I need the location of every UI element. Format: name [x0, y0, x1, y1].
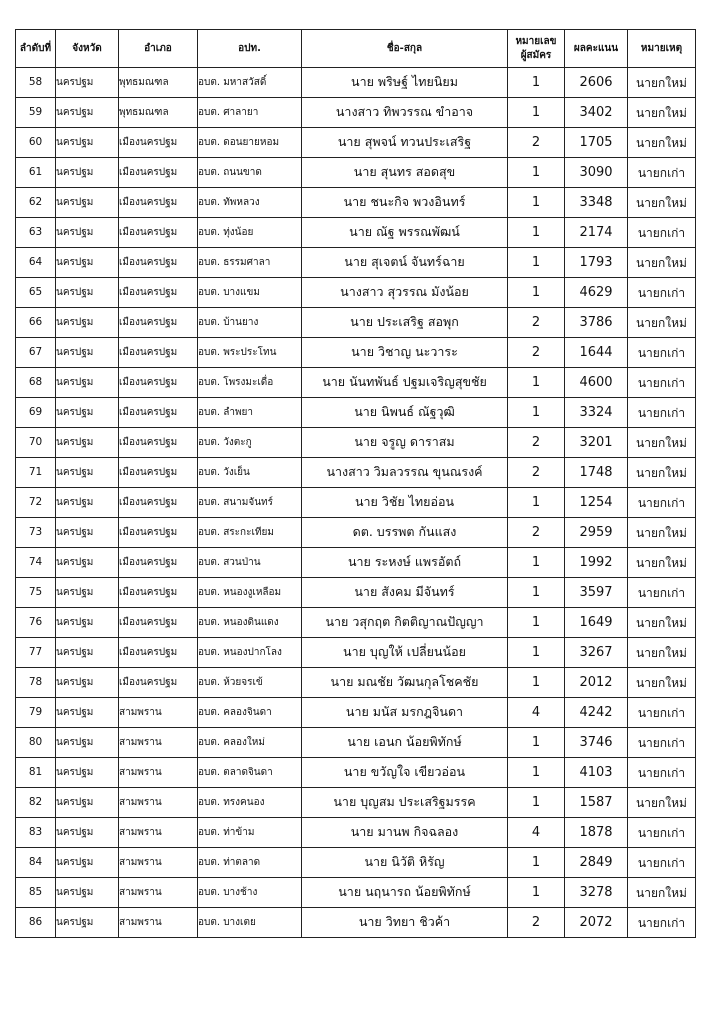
- cell-index: 63: [16, 218, 56, 248]
- cell-note: นายกเก่า: [628, 728, 696, 758]
- cell-score: 3278: [565, 878, 628, 908]
- cell-province: นครปฐม: [56, 548, 119, 578]
- table-row: [16, 308, 696, 338]
- cell-province: นครปฐม: [56, 698, 119, 728]
- cell-candidate-number: 1: [508, 368, 565, 398]
- cell-candidate-number: 1: [508, 98, 565, 128]
- cell-note: นายกใหม่: [628, 98, 696, 128]
- cell-candidate-number: 4: [508, 698, 565, 728]
- cell-local-org: อบต. สวนป่าน: [198, 548, 302, 578]
- cell-name: นาย วิชัย ไทยอ่อน: [302, 488, 508, 518]
- table-row: [16, 338, 696, 368]
- cell-score: 3348: [565, 188, 628, 218]
- cell-province: นครปฐม: [56, 308, 119, 338]
- cell-index: 77: [16, 638, 56, 668]
- results-sheet: [15, 29, 696, 938]
- cell-district: เมืองนครปฐม: [119, 248, 198, 278]
- cell-local-org: อบต. มหาสวัสดิ์: [198, 68, 302, 98]
- cell-index: 68: [16, 368, 56, 398]
- cell-note: นายกใหม่: [628, 548, 696, 578]
- cell-candidate-number: 1: [508, 758, 565, 788]
- cell-name: นาย มนัส มรกฎจินดา: [302, 698, 508, 728]
- header-candidate-number-line2: ผู้สมัคร: [520, 49, 552, 61]
- cell-index: 65: [16, 278, 56, 308]
- cell-province: นครปฐม: [56, 728, 119, 758]
- cell-index: 80: [16, 728, 56, 758]
- cell-name: นาย นันทพันธ์ ปฐมเจริญสุขชัย: [302, 368, 508, 398]
- cell-score: 1644: [565, 338, 628, 368]
- cell-district: เมืองนครปฐม: [119, 518, 198, 548]
- cell-province: นครปฐม: [56, 218, 119, 248]
- cell-name: นาย ชนะกิจ พวงอินทร์: [302, 188, 508, 218]
- header-note: หมายเหตุ: [628, 30, 696, 68]
- header-province: จังหวัด: [56, 30, 119, 68]
- cell-candidate-number: 2: [508, 128, 565, 158]
- table-row: [16, 278, 696, 308]
- cell-local-org: อบต. สระกะเทียม: [198, 518, 302, 548]
- cell-score: 3201: [565, 428, 628, 458]
- cell-score: 2012: [565, 668, 628, 698]
- cell-district: สามพราน: [119, 698, 198, 728]
- cell-local-org: อบต. ทัพหลวง: [198, 188, 302, 218]
- cell-province: นครปฐม: [56, 158, 119, 188]
- cell-score: 2606: [565, 68, 628, 98]
- cell-name: นาย มานพ กิจฉลอง: [302, 818, 508, 848]
- cell-candidate-number: 2: [508, 428, 565, 458]
- cell-score: 2174: [565, 218, 628, 248]
- cell-district: เมืองนครปฐม: [119, 128, 198, 158]
- cell-index: 76: [16, 608, 56, 638]
- cell-district: เมืองนครปฐม: [119, 368, 198, 398]
- cell-local-org: อบต. ถนนขาด: [198, 158, 302, 188]
- table-row: [16, 608, 696, 638]
- cell-local-org: อบต. ทรงคนอง: [198, 788, 302, 818]
- cell-candidate-number: 1: [508, 68, 565, 98]
- cell-note: นายกเก่า: [628, 338, 696, 368]
- cell-province: นครปฐม: [56, 428, 119, 458]
- cell-index: 71: [16, 458, 56, 488]
- cell-candidate-number: 1: [508, 488, 565, 518]
- header-candidate-number-line1: หมายเลข: [515, 36, 557, 47]
- cell-score: 3267: [565, 638, 628, 668]
- cell-local-org: อบต. ลำพยา: [198, 398, 302, 428]
- table-row: [16, 188, 696, 218]
- cell-district: พุทธมณฑล: [119, 68, 198, 98]
- cell-name: ดต. บรรพต กันแสง: [302, 518, 508, 548]
- cell-score: 2849: [565, 848, 628, 878]
- cell-local-org: อบต. ธรรมศาลา: [198, 248, 302, 278]
- cell-local-org: อบต. บางช้าง: [198, 878, 302, 908]
- cell-province: นครปฐม: [56, 278, 119, 308]
- cell-index: 86: [16, 908, 56, 938]
- cell-province: นครปฐม: [56, 128, 119, 158]
- cell-note: นายกเก่า: [628, 218, 696, 248]
- cell-district: สามพราน: [119, 878, 198, 908]
- cell-name: นาย วสุกฤต กิตติญาณปัญญา: [302, 608, 508, 638]
- cell-index: 64: [16, 248, 56, 278]
- cell-candidate-number: 1: [508, 278, 565, 308]
- cell-candidate-number: 4: [508, 818, 565, 848]
- cell-score: 1705: [565, 128, 628, 158]
- header-district: อำเภอ: [119, 30, 198, 68]
- cell-note: นายกใหม่: [628, 518, 696, 548]
- cell-name: นาย ประเสริฐ สอพุก: [302, 308, 508, 338]
- table-row: [16, 218, 696, 248]
- cell-province: นครปฐม: [56, 68, 119, 98]
- cell-province: นครปฐม: [56, 818, 119, 848]
- cell-candidate-number: 2: [508, 458, 565, 488]
- header-local-org: อปท.: [198, 30, 302, 68]
- table-row: [16, 758, 696, 788]
- cell-district: เมืองนครปฐม: [119, 458, 198, 488]
- cell-local-org: อบต. บ้านยาง: [198, 308, 302, 338]
- cell-name: นางสาว วิมลวรรณ ขุนณรงค์: [302, 458, 508, 488]
- cell-name: นาย เอนก น้อยพิทักษ์: [302, 728, 508, 758]
- cell-name: นาย บุญสม ประเสริฐมรรค: [302, 788, 508, 818]
- cell-district: เมืองนครปฐม: [119, 608, 198, 638]
- cell-index: 82: [16, 788, 56, 818]
- cell-score: 3786: [565, 308, 628, 338]
- cell-note: นายกใหม่: [628, 638, 696, 668]
- cell-score: 1587: [565, 788, 628, 818]
- cell-province: นครปฐม: [56, 878, 119, 908]
- cell-note: นายกเก่า: [628, 848, 696, 878]
- cell-candidate-number: 1: [508, 248, 565, 278]
- cell-province: นครปฐม: [56, 668, 119, 698]
- election-results-table: [15, 29, 696, 938]
- cell-note: นายกเก่า: [628, 368, 696, 398]
- table-row: [16, 728, 696, 758]
- cell-candidate-number: 2: [508, 518, 565, 548]
- cell-index: 62: [16, 188, 56, 218]
- cell-index: 72: [16, 488, 56, 518]
- cell-note: นายกใหม่: [628, 428, 696, 458]
- cell-local-org: อบต. ดอนยายหอม: [198, 128, 302, 158]
- cell-province: นครปฐม: [56, 578, 119, 608]
- cell-province: นครปฐม: [56, 608, 119, 638]
- cell-note: นายกใหม่: [628, 788, 696, 818]
- cell-district: สามพราน: [119, 728, 198, 758]
- cell-name: นาย วิชาญ นะวาระ: [302, 338, 508, 368]
- cell-province: นครปฐม: [56, 488, 119, 518]
- cell-province: นครปฐม: [56, 908, 119, 938]
- cell-province: นครปฐม: [56, 338, 119, 368]
- cell-province: นครปฐม: [56, 248, 119, 278]
- table-row: [16, 638, 696, 668]
- cell-district: เมืองนครปฐม: [119, 158, 198, 188]
- cell-name: นาย ณัฐ พรรณพัฒน์: [302, 218, 508, 248]
- table-row: [16, 128, 696, 158]
- header-score: ผลคะแนน: [565, 30, 628, 68]
- cell-name: นางสาว สุวรรณ มังน้อย: [302, 278, 508, 308]
- cell-score: 1254: [565, 488, 628, 518]
- cell-note: นายกใหม่: [628, 608, 696, 638]
- cell-province: นครปฐม: [56, 638, 119, 668]
- table-row: [16, 398, 696, 428]
- cell-index: 85: [16, 878, 56, 908]
- cell-district: พุทธมณฑล: [119, 98, 198, 128]
- cell-score: 4629: [565, 278, 628, 308]
- cell-index: 75: [16, 578, 56, 608]
- cell-local-org: อบต. พระประโทน: [198, 338, 302, 368]
- cell-name: นาย ระหงษ์ แพรอัตถ์: [302, 548, 508, 578]
- cell-index: 60: [16, 128, 56, 158]
- cell-district: เมืองนครปฐม: [119, 488, 198, 518]
- cell-note: นายกใหม่: [628, 188, 696, 218]
- table-row: [16, 458, 696, 488]
- cell-index: 69: [16, 398, 56, 428]
- cell-district: เมืองนครปฐม: [119, 668, 198, 698]
- cell-local-org: อบต. หนองงูเหลือม: [198, 578, 302, 608]
- cell-local-org: อบต. คลองจินดา: [198, 698, 302, 728]
- table-row: [16, 68, 696, 98]
- cell-name: นาย สุเจตน์ จันทร์ฉาย: [302, 248, 508, 278]
- cell-note: นายกใหม่: [628, 878, 696, 908]
- cell-candidate-number: 1: [508, 548, 565, 578]
- table-row: [16, 98, 696, 128]
- cell-candidate-number: 2: [508, 308, 565, 338]
- cell-district: เมืองนครปฐม: [119, 428, 198, 458]
- cell-score: 1992: [565, 548, 628, 578]
- cell-candidate-number: 1: [508, 668, 565, 698]
- cell-district: เมืองนครปฐม: [119, 308, 198, 338]
- cell-district: สามพราน: [119, 818, 198, 848]
- cell-local-org: อบต. คลองใหม่: [198, 728, 302, 758]
- cell-province: นครปฐม: [56, 398, 119, 428]
- cell-score: 1878: [565, 818, 628, 848]
- cell-district: เมืองนครปฐม: [119, 398, 198, 428]
- cell-candidate-number: 1: [508, 578, 565, 608]
- cell-local-org: อบต. บางแขม: [198, 278, 302, 308]
- table-row: [16, 908, 696, 938]
- cell-score: 1793: [565, 248, 628, 278]
- cell-note: นายกเก่า: [628, 398, 696, 428]
- cell-candidate-number: 2: [508, 908, 565, 938]
- cell-candidate-number: 1: [508, 878, 565, 908]
- cell-candidate-number: 1: [508, 638, 565, 668]
- table-row: [16, 578, 696, 608]
- cell-province: นครปฐม: [56, 518, 119, 548]
- cell-district: เมืองนครปฐม: [119, 218, 198, 248]
- cell-local-org: อบต. ศาลายา: [198, 98, 302, 128]
- cell-name: นาย สังคม มีจันทร์: [302, 578, 508, 608]
- table-row: [16, 368, 696, 398]
- cell-district: เมืองนครปฐม: [119, 578, 198, 608]
- cell-note: นายกเก่า: [628, 278, 696, 308]
- cell-district: สามพราน: [119, 908, 198, 938]
- cell-score: 4242: [565, 698, 628, 728]
- table-row: [16, 548, 696, 578]
- cell-local-org: อบต. หนองปากโลง: [198, 638, 302, 668]
- cell-score: 3597: [565, 578, 628, 608]
- cell-local-org: อบต. ท่าตลาด: [198, 848, 302, 878]
- cell-name: นาย นิพนธ์ ณัฐวุฒิ: [302, 398, 508, 428]
- cell-name: นางสาว ทิพวรรณ ขำอาจ: [302, 98, 508, 128]
- cell-note: นายกเก่า: [628, 158, 696, 188]
- cell-local-org: อบต. ทุ่งน้อย: [198, 218, 302, 248]
- table-row: [16, 848, 696, 878]
- cell-local-org: อบต. วังตะกู: [198, 428, 302, 458]
- cell-district: สามพราน: [119, 788, 198, 818]
- cell-index: 59: [16, 98, 56, 128]
- header-candidate-number: [508, 30, 565, 68]
- cell-candidate-number: 1: [508, 608, 565, 638]
- cell-score: 4600: [565, 368, 628, 398]
- cell-local-org: อบต. บางเตย: [198, 908, 302, 938]
- table-row: [16, 518, 696, 548]
- cell-candidate-number: 1: [508, 158, 565, 188]
- cell-score: 3090: [565, 158, 628, 188]
- table-body: [16, 68, 696, 938]
- cell-province: นครปฐม: [56, 788, 119, 818]
- cell-local-org: อบต. หนองดินแดง: [198, 608, 302, 638]
- cell-local-org: อบต. วังเย็น: [198, 458, 302, 488]
- cell-district: เมืองนครปฐม: [119, 278, 198, 308]
- cell-district: เมืองนครปฐม: [119, 638, 198, 668]
- cell-name: นาย สุนทร สอดสุข: [302, 158, 508, 188]
- cell-candidate-number: 1: [508, 188, 565, 218]
- table-row: [16, 698, 696, 728]
- cell-note: นายกใหม่: [628, 68, 696, 98]
- cell-local-org: อบต. ท่าข้าม: [198, 818, 302, 848]
- cell-score: 2959: [565, 518, 628, 548]
- cell-score: 3402: [565, 98, 628, 128]
- cell-index: 70: [16, 428, 56, 458]
- cell-name: นาย สุพจน์ ทวนประเสริฐ: [302, 128, 508, 158]
- table-row: [16, 488, 696, 518]
- cell-province: นครปฐม: [56, 368, 119, 398]
- table-row: [16, 428, 696, 458]
- cell-name: นาย มณชัย วัฒนกุลโชคชัย: [302, 668, 508, 698]
- cell-province: นครปฐม: [56, 848, 119, 878]
- header-row: [16, 30, 696, 68]
- cell-name: นาย ขวัญใจ เขียวอ่อน: [302, 758, 508, 788]
- cell-candidate-number: 1: [508, 848, 565, 878]
- cell-note: นายกเก่า: [628, 698, 696, 728]
- table-row: [16, 788, 696, 818]
- cell-province: นครปฐม: [56, 188, 119, 218]
- cell-note: นายกเก่า: [628, 488, 696, 518]
- cell-province: นครปฐม: [56, 758, 119, 788]
- cell-note: นายกเก่า: [628, 818, 696, 848]
- cell-index: 73: [16, 518, 56, 548]
- cell-name: นาย วิทยา ชิวค้า: [302, 908, 508, 938]
- cell-local-org: อบต. โพรงมะเดื่อ: [198, 368, 302, 398]
- cell-score: 3324: [565, 398, 628, 428]
- cell-name: นาย พริษฐ์ ไทยนิยม: [302, 68, 508, 98]
- cell-note: นายกเก่า: [628, 758, 696, 788]
- cell-candidate-number: 1: [508, 218, 565, 248]
- cell-district: เมืองนครปฐม: [119, 188, 198, 218]
- cell-name: นาย นิวัติ หิรัญ: [302, 848, 508, 878]
- cell-score: 2072: [565, 908, 628, 938]
- cell-score: 1748: [565, 458, 628, 488]
- cell-index: 58: [16, 68, 56, 98]
- cell-score: 1649: [565, 608, 628, 638]
- cell-district: สามพราน: [119, 848, 198, 878]
- cell-note: นายกใหม่: [628, 248, 696, 278]
- table-row: [16, 668, 696, 698]
- header-name: ชื่อ-สกุล: [302, 30, 508, 68]
- table-header: [16, 30, 696, 68]
- cell-note: นายกเก่า: [628, 578, 696, 608]
- cell-index: 78: [16, 668, 56, 698]
- table-row: [16, 818, 696, 848]
- cell-index: 74: [16, 548, 56, 578]
- cell-candidate-number: 1: [508, 398, 565, 428]
- cell-candidate-number: 1: [508, 728, 565, 758]
- header-index: ลำดับที่: [16, 30, 56, 68]
- cell-index: 81: [16, 758, 56, 788]
- table-row: [16, 878, 696, 908]
- cell-note: นายกใหม่: [628, 668, 696, 698]
- cell-province: นครปฐม: [56, 458, 119, 488]
- cell-index: 66: [16, 308, 56, 338]
- cell-note: นายกใหม่: [628, 308, 696, 338]
- cell-local-org: อบต. ห้วยจรเข้: [198, 668, 302, 698]
- cell-index: 61: [16, 158, 56, 188]
- cell-score: 3746: [565, 728, 628, 758]
- cell-index: 67: [16, 338, 56, 368]
- cell-district: สามพราน: [119, 758, 198, 788]
- cell-index: 79: [16, 698, 56, 728]
- cell-candidate-number: 2: [508, 338, 565, 368]
- cell-local-org: อบต. ตลาดจินดา: [198, 758, 302, 788]
- table-row: [16, 248, 696, 278]
- cell-index: 83: [16, 818, 56, 848]
- cell-note: นายกใหม่: [628, 128, 696, 158]
- cell-name: นาย บุญให้ เปลี่ยนน้อย: [302, 638, 508, 668]
- cell-local-org: อบต. สนามจันทร์: [198, 488, 302, 518]
- cell-note: นายกใหม่: [628, 458, 696, 488]
- cell-name: นาย จรูญ ดาราสม: [302, 428, 508, 458]
- cell-district: เมืองนครปฐม: [119, 338, 198, 368]
- cell-name: นาย นฤนารถ น้อยพิทักษ์: [302, 878, 508, 908]
- cell-province: นครปฐม: [56, 98, 119, 128]
- cell-index: 84: [16, 848, 56, 878]
- cell-district: เมืองนครปฐม: [119, 548, 198, 578]
- cell-score: 4103: [565, 758, 628, 788]
- cell-candidate-number: 1: [508, 788, 565, 818]
- table-row: [16, 158, 696, 188]
- cell-note: นายกเก่า: [628, 908, 696, 938]
